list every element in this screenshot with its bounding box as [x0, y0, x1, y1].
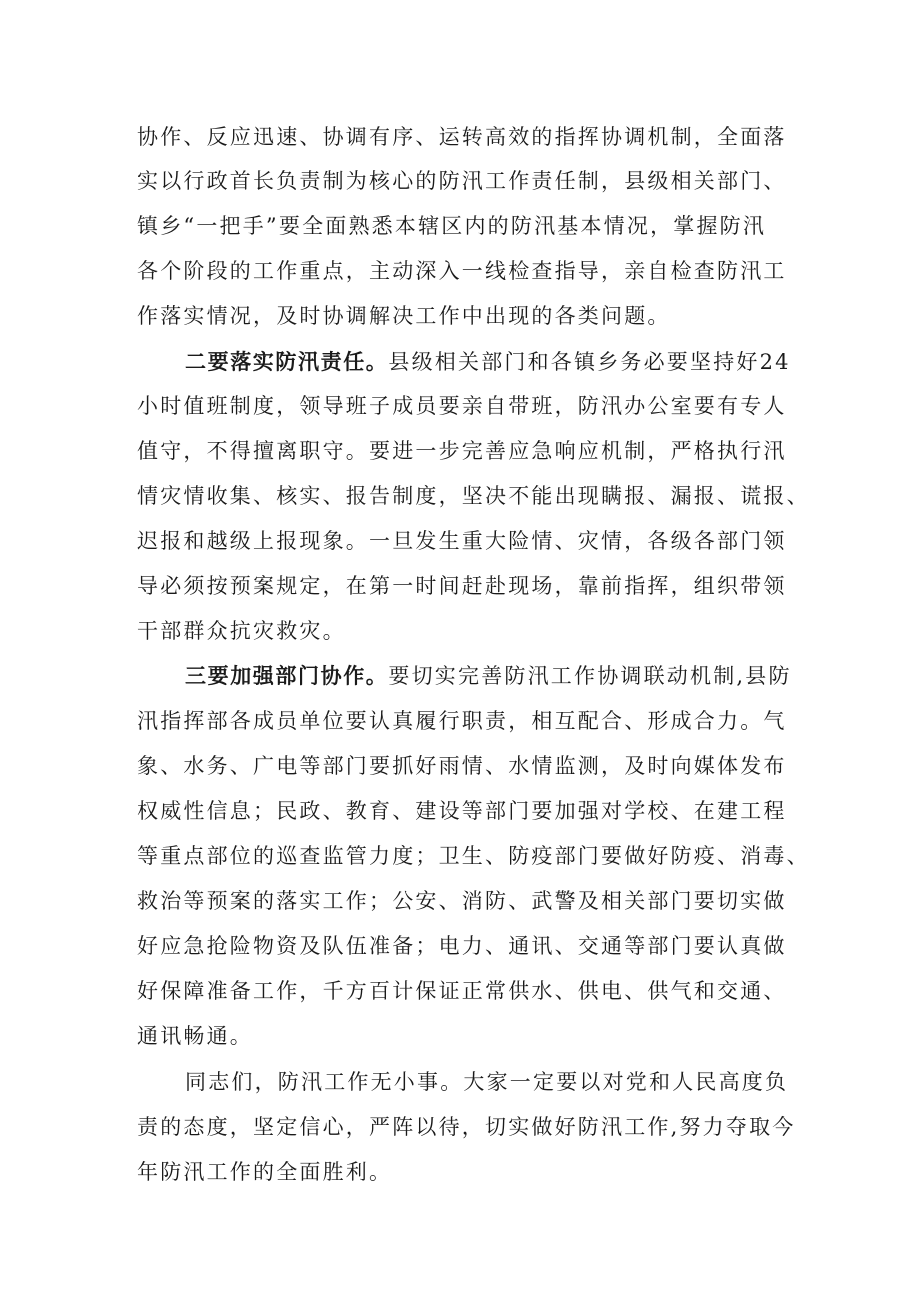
paragraph-3-line-4: 权威性信息；民政、教育、建设等部门要加强对学校、在建工程 — [137, 799, 787, 823]
paragraph-3-line-1 — [185, 662, 792, 690]
paragraph-3-line-8: 好保障准备工作，千方百计保证正常供水、供电、供气和交通、 — [137, 979, 787, 1003]
paragraph-4-line-3: 年防汛工作的全面胜利。 — [137, 1160, 393, 1184]
paragraph-3-line-6: 救治等预案的落实工作；公安、消防、武警及相关部门要切实做 — [137, 889, 787, 913]
paragraph-2-line-7: 干部群众抗灾救灾。 — [137, 619, 346, 643]
paragraph-2-line-2: 小时值班制度，领导班子成员要亲自带班，防汛办公室要有专人 — [137, 394, 787, 418]
paragraph-2-line-4: 情灾情收集、核实、报告制度，坚决不能出现瞒报、漏报、谎报、 — [137, 484, 810, 508]
paragraph-1-line-4: 各个阶段的工作重点，主动深入一线检查指导，亲自检查防汛工 — [137, 259, 787, 283]
paragraph-3-line-7: 好应急抢险物资及队伍准备；电力、通讯、交通等部门要认真做 — [137, 934, 787, 958]
paragraph-2-line-5: 迟报和越级上报现象。一旦发生重大险情、灾情，各级各部门领 — [137, 529, 787, 553]
paragraph-3-line-5: 等重点部位的巡查监管力度；卫生、防疫部门要做好防疫、消毒、 — [137, 844, 810, 868]
paragraph-4-line-1: 同志们，防汛工作无小事。大家一定要以对党和人民高度负 — [185, 1070, 789, 1094]
paragraph-1-line-1: 协作、反应迅速、协调有序、运转高效的指挥协调机制，全面落 — [137, 125, 787, 149]
paragraph-3-line-3: 象、水务、广电等部门要抓好雨情、水情监测，及时向媒体发布 — [137, 754, 787, 778]
paragraph-4-line-2: 责的态度，坚定信心，严阵以待，切实做好防汛工作,努力夺取今 — [137, 1115, 796, 1139]
paragraph-1-line-3: 镇乡“一把手”要全面熟悉本辖区内的防汛基本情况，掌握防汛 — [137, 214, 767, 238]
paragraph-3-heading: 三要加强部门协作。 — [185, 664, 389, 688]
paragraph-1-line-5: 作落实情况，及时协调解决工作中出现的各类问题。 — [137, 304, 671, 328]
paragraph-3-first-text: 要切实完善防汛工作协调联动机制,县防 — [388, 664, 792, 688]
paragraph-2-first-text: 县级相关部门和各镇乡务必要坚持好24 — [388, 350, 791, 374]
paragraph-2-line-6: 导必须按预案规定，在第一时间赶赴现场，靠前指挥，组织带领 — [137, 574, 787, 598]
paragraph-2-heading: 二要落实防汛责任。 — [185, 350, 389, 374]
paragraph-3-line-2: 汛指挥部各成员单位要认真履行职责，相互配合、形成合力。气 — [137, 709, 787, 733]
paragraph-3-line-9: 通讯畅通。 — [137, 1024, 253, 1048]
paragraph-2-line-3: 值守，不得擅离职守。要进一步完善应急响应机制，严格执行汛 — [137, 439, 787, 463]
paragraph-2-line-1 — [185, 348, 791, 376]
paragraph-1-line-2: 实以行政首长负责制为核心的防汛工作责任制，县级相关部门、 — [137, 169, 787, 193]
